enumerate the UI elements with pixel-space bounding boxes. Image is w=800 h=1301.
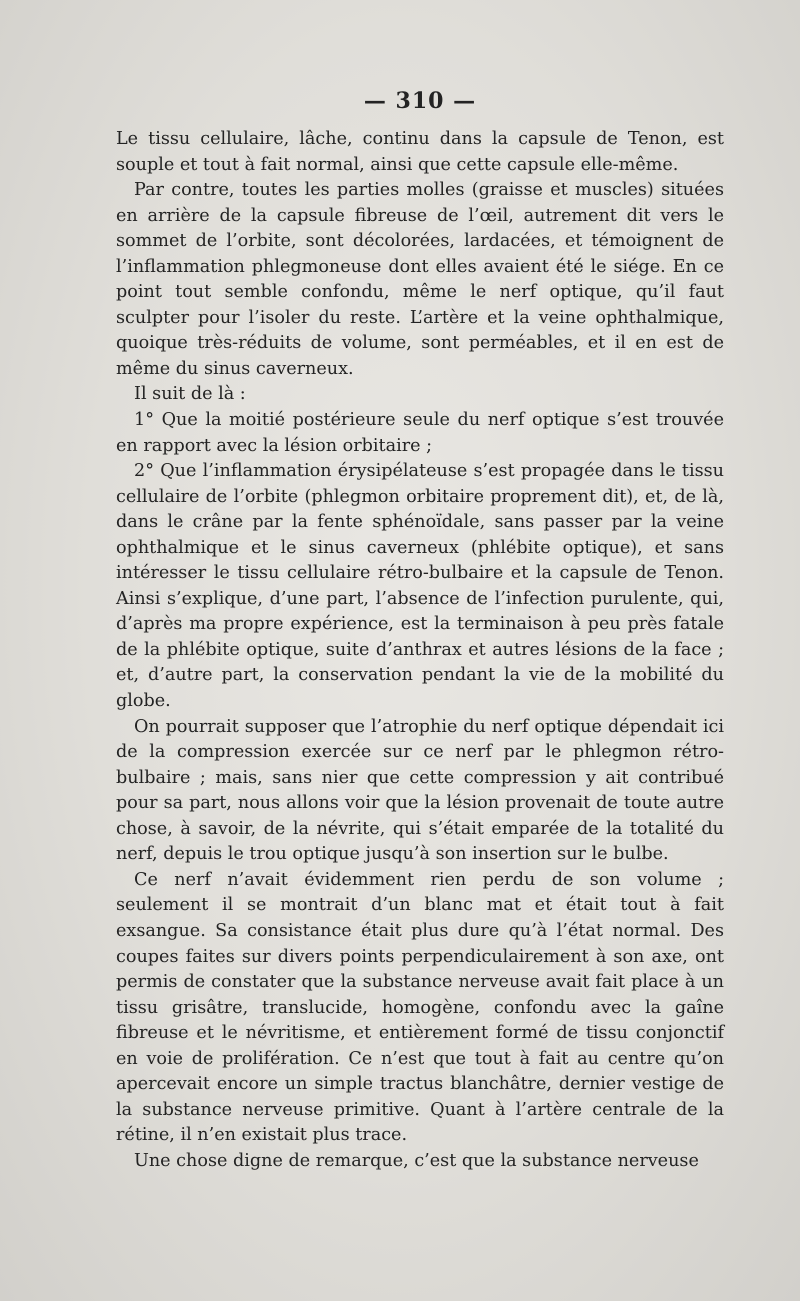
- paragraph: Il suit de là :: [134, 384, 246, 405]
- paragraph: Le tissu cellulaire, lâche, continu dans la capsule de Tenon, est souple et tout à fait normal, ainsi que cette capsule elle-même.: [116, 129, 724, 175]
- paragraph: Ce nerf n’avait évidemment rien perdu de son volume ; seulement il se montrait d’un blanc mat et était tout à fait exsangue. Sa consistance était plus dure qu’à l’état normal. Des coupes faites sur divers points perpendiculairement à son axe, ont permis de constater que la substance nerveuse avait fait place à un tissu grisâtre, translucide, homogène, confondu avec la gaîne fibreuse et le névritisme, et entièrement formé de tissu conjonctif en voie de prolifération. Ce n’est que tout à fait au centre qu’on apercevait encore un simple tractus blanchâtre, dernier vestige de la substance nerveuse primitive. Quant à l’artère centrale de la rétine, il n’en existait plus trace.: [116, 869, 724, 1146]
- paragraph: 2° Que l’inflammation érysipélateuse s’est propagée dans le tissu cellulaire de l’orbite (phlegmon orbitaire proprement dit), et, de là, dans le crâne par la fente sphénoïdale, sans passer par la veine ophthalmique et le sinus caverneux (phlébite optique), et sans intéresser le tissu cellulaire rétro-bulbaire et la capsule de Tenon. Ainsi s’explique, d’une part, l’absence de l’infection purulente, qui, d’après ma propre expérience, est la terminaison à peu près fatale de la phlébite optique, suite d’anthrax et autres lésions de la face ; et, d’autre part, la conservation pendant la vie de la mobilité du globe.: [116, 461, 724, 712]
- body-text: [116, 127, 724, 1174]
- paragraph: On pourrait supposer que l’atrophie du nerf optique dépendait ici de la compression exercée sur ce nerf par le phlegmon rétro-bulbaire ; mais, sans nier que cette compression y ait contribué pour sa part, nous allons voir que la lésion provenait de toute autre chose, à savoir, de la névrite, qui s’était emparée de la totalité du nerf, depuis le trou optique jusqu’à son insertion sur le bulbe.: [116, 716, 724, 865]
- paragraph: 1° Que la moitié postérieure seule du nerf optique s’est trouvée en rapport avec la lésion orbitaire ;: [116, 410, 724, 456]
- paragraph: Une chose digne de remarque, c’est que la substance nerveuse: [134, 1150, 699, 1171]
- page-number: — 310 —: [363, 88, 477, 114]
- paragraph: Par contre, toutes les parties molles (graisse et muscles) situées en arrière de la capsule fibreuse de l’œil, autrement dit vers le sommet de l’orbite, sont décolorées, lardacées, et témoignent de l’inflammation phlegmoneuse dont elles avaient été le siége. En ce point tout semble confondu, même le nerf optique, qu’il faut sculpter pour l’isoler du reste. L’artère et la veine ophthalmique, quoique très-réduits de volume, sont perméables, et il en est de même du sinus caverneux.: [116, 180, 724, 379]
